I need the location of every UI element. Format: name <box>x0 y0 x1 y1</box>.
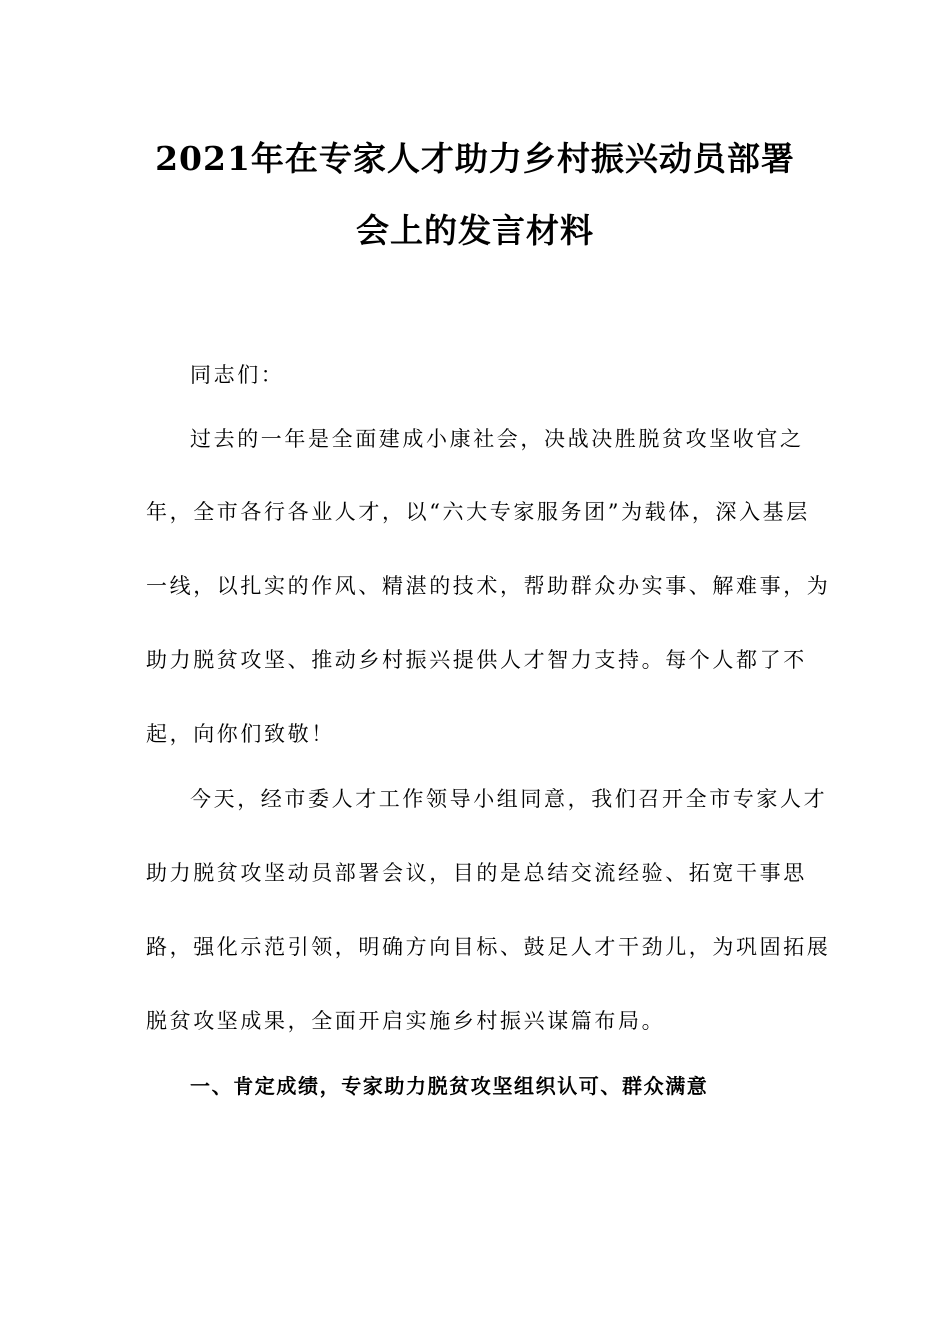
paragraph-2-line-3: 路，强化示范引领，明确方向目标、鼓足人才干劲儿，为巩固拓展 <box>146 935 831 959</box>
paragraph-1-line-2: 年，全市各行各业人才，以“六大专家服务团”为载体，深入基层 <box>146 500 810 524</box>
paragraph-2-line-2: 助力脱贫攻坚动员部署会议，目的是总结交流经验、拓宽干事思 <box>146 861 807 885</box>
document-title-line-2: 会上的发言材料 <box>356 211 594 250</box>
paragraph-1-line-1: 过去的一年是全面建成小康社会，决战决胜脱贫攻坚收官之 <box>190 427 804 451</box>
paragraph-2-line-4: 脱贫攻坚成果，全面开启实施乡村振兴谋篇布局。 <box>146 1009 666 1033</box>
paragraph-1-line-5: 起，向你们致敬！ <box>146 722 335 746</box>
section-heading-1: 一、肯定成绩，专家助力脱贫攻坚组织认可、群众满意 <box>190 1074 709 1098</box>
document-title-line-1: 2021年在专家人才助力乡村振兴动员部署 <box>155 139 795 178</box>
salutation: 同志们： <box>190 363 285 387</box>
paragraph-1-line-3: 一线，以扎实的作风、精湛的技术，帮助群众办实事、解难事，为 <box>146 574 831 598</box>
paragraph-2-line-1: 今天，经市委人才工作领导小组同意，我们召开全市专家人才 <box>190 787 828 811</box>
paragraph-1-line-4: 助力脱贫攻坚、推动乡村振兴提供人才智力支持。每个人都了不 <box>146 648 807 672</box>
